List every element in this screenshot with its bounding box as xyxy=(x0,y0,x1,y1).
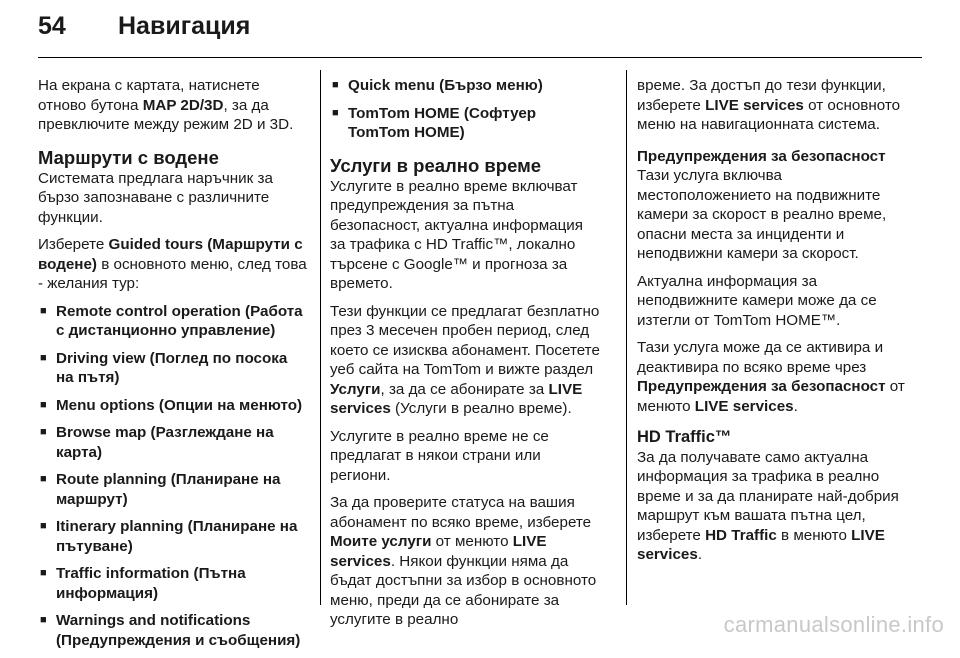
list-item: ■ Route planning (Планиране на маршрут) xyxy=(38,470,308,509)
page-number: 54 xyxy=(38,12,66,40)
page-title: Навигация xyxy=(118,12,251,40)
paragraph: Тази услуга включва местоположението на подвижните камери за скорост в реално време, опасни места за инциденти и неподвижни камери за скорост. xyxy=(637,167,887,262)
paragraph: Услугите в реално време включват предупреждения за пътна безопасност, актуална информация за трафика с HD Traffic™, локално търсене с Google™ и прогноза за времето. xyxy=(330,177,584,292)
list-item: ■ Quick menu (Бързо меню) xyxy=(330,76,600,96)
paragraph: Актуална информация за неподвижните камери може да се изтегли от TomTom HOME™. xyxy=(637,272,877,329)
section-heading-live-services: Услуги в реално време xyxy=(330,154,542,176)
column-1 xyxy=(38,76,308,658)
paragraph: Изберете Guided tours (Маршрути с водене) в основното меню, след това - желания тур: xyxy=(38,236,307,292)
header-rule xyxy=(38,57,922,58)
column-divider xyxy=(320,70,321,605)
column-3 xyxy=(637,76,909,573)
paragraph: За да получавате само актуална информация за трафика в реално време и за да планирате най-добрия маршрут към вашата пътна цел, изберете HD Traffic в менюто LIVE services. xyxy=(637,448,899,563)
intro-paragraph: На екрана с картата, натиснете отново бутона MAP 2D/3D, за да превключите между режим 2D и 3D. xyxy=(38,77,294,133)
tour-list-continued xyxy=(330,76,600,143)
tour-list xyxy=(38,302,308,651)
list-item: ■ Traffic information (Пътна информация) xyxy=(38,564,308,603)
subheading-hd-traffic: HD Traffic™ xyxy=(637,428,732,446)
watermark: carmanualsonline.info xyxy=(723,612,944,637)
list-item: ■ TomTom HOME (Софтуер TomTom HOME) xyxy=(330,104,600,143)
list-item: ■ Remote control operation (Работа с дистанционно управление) xyxy=(38,302,308,341)
page-header xyxy=(38,12,250,52)
paragraph: Услугите в реално време не се предлагат в някои страни или региони. xyxy=(330,427,549,484)
list-item: ■ Driving view (Поглед по посока на пътя) xyxy=(38,349,308,388)
paragraph: време. За достъп до тези функции, изберете LIVE services от основното меню на навигационната система. xyxy=(637,77,901,133)
list-item: ■ Browse map (Разглеждане на карта) xyxy=(38,423,308,462)
subheading-safety-alerts: Предупреждения за безопасност xyxy=(637,147,886,165)
column-2 xyxy=(330,76,600,638)
paragraph: Тази услуга може да се активира и деактивира по всяко време чрез Предупреждения за безопасност от менюто LIVE services. xyxy=(637,339,905,415)
column-divider xyxy=(626,70,627,605)
paragraph: За да проверите статуса на вашия абонамент по всяко време, изберете Моите услуги от менюто LIVE services. Някои функции няма да бъдат достъпни за избор в основното меню, преди да се абонирате за услугите в реално xyxy=(330,494,597,628)
list-item: ■ Warnings and notifications (Предупреждения и съобщения) xyxy=(38,611,308,650)
list-item: ■ Itinerary planning (Планиране на пътуване) xyxy=(38,517,308,556)
paragraph: Тези функции се предлагат безплатно през 3 месечен пробен период, след което се изисква абонамент. Посетете уеб сайта на TomTom и вижте раздел Услуги, за да се абонирате за LIVE services (Услуги в реално време). xyxy=(330,302,600,417)
list-item: ■ Menu options (Опции на менюто) xyxy=(38,396,308,416)
paragraph: Системата предлага наръчник за бързо запознаване с различните функции. xyxy=(38,169,273,226)
section-heading-guided-tours: Маршрути с водене xyxy=(38,146,219,168)
